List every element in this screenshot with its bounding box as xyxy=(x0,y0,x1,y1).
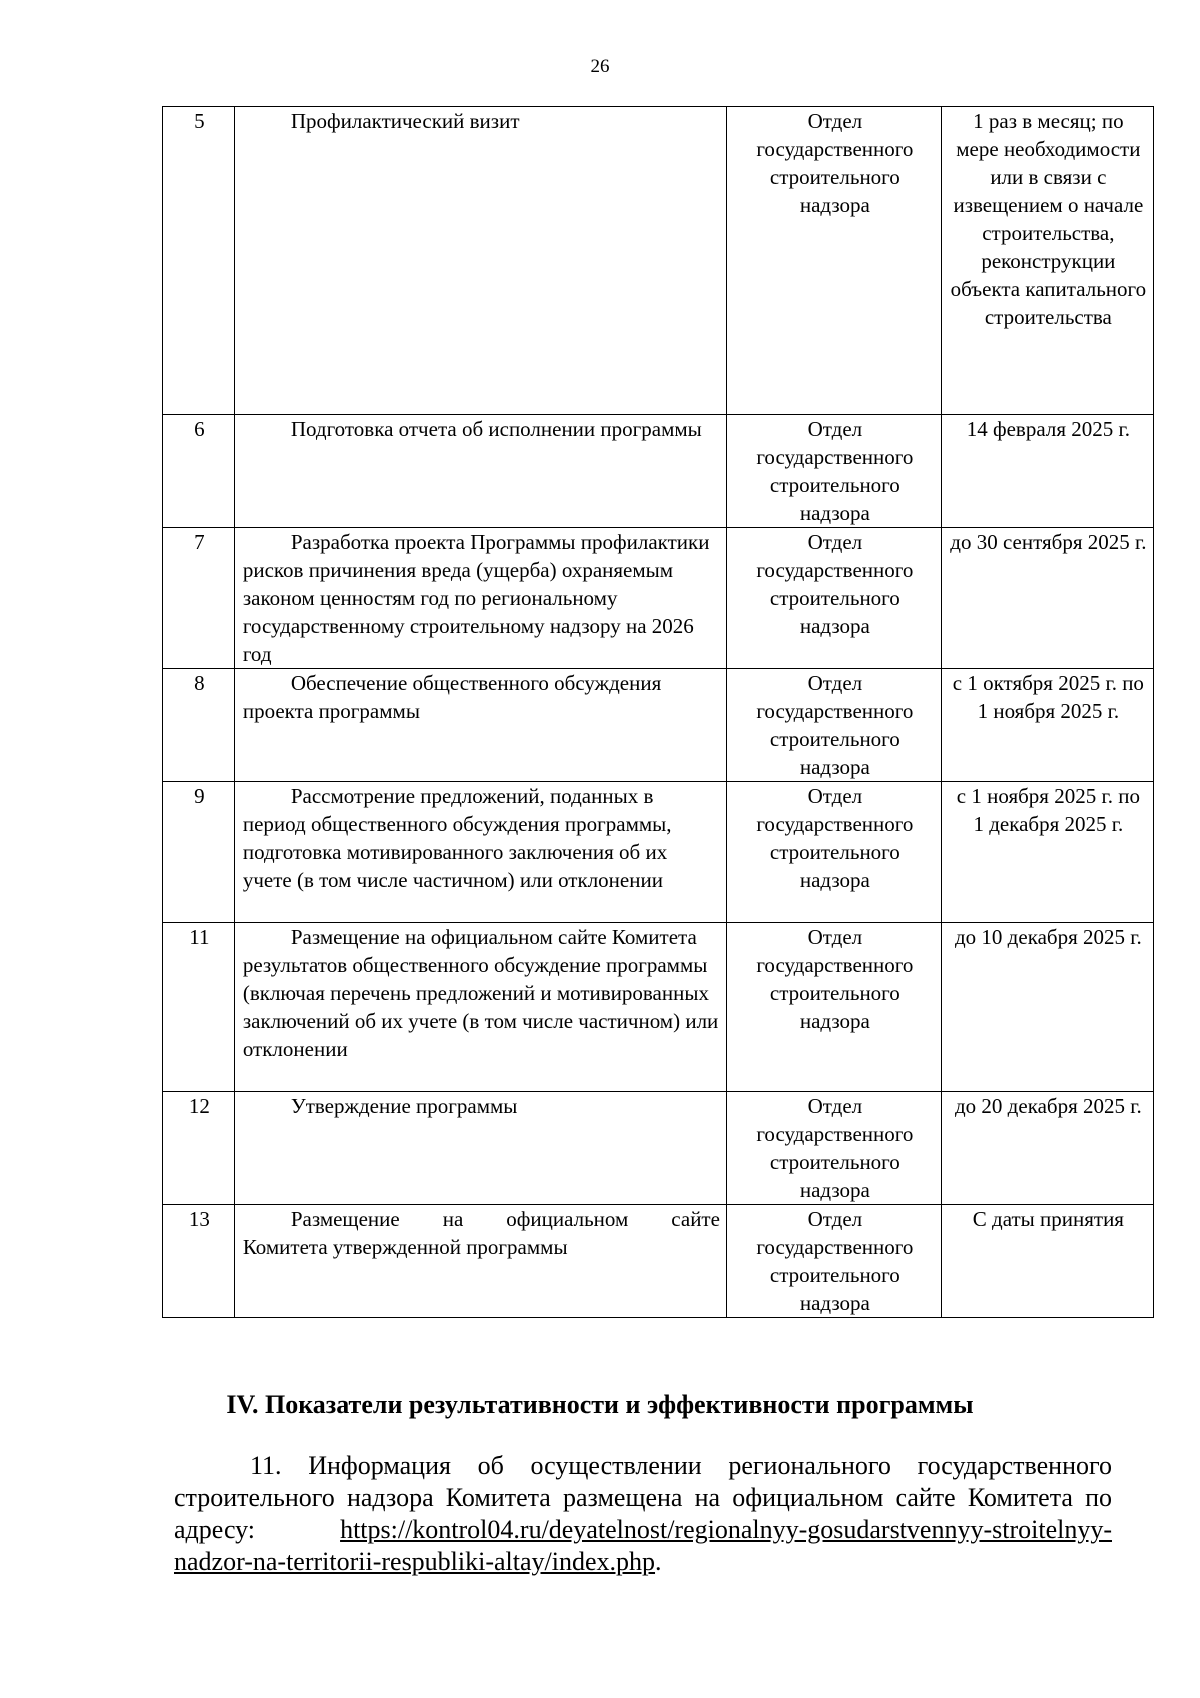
activity-text: Подготовка отчета об исполнении программы xyxy=(290,417,702,441)
activity-cell xyxy=(234,923,726,1092)
activity-cell xyxy=(234,415,726,528)
activity-text: Комитета утвержденной программы xyxy=(242,1235,568,1259)
term-cell: до 10 декабря 2025 г. xyxy=(941,923,1153,1092)
row-number: 8 xyxy=(163,669,235,782)
row-number: 11 xyxy=(163,923,235,1092)
term-cell: 14 февраля 2025 г. xyxy=(941,415,1153,528)
term-line: с 1 октября 2025 г. по xyxy=(952,671,1144,695)
paragraph-text: 11. Информация об осуществлении регионального государственного строительного надзора Комитета размещена на официальном сайте Комитета по адресу: xyxy=(174,1451,1112,1544)
row-number: 7 xyxy=(163,528,235,669)
term-line: с 1 ноября 2025 г. по xyxy=(956,784,1140,808)
table-row xyxy=(163,415,1154,528)
responsible-cell: Отдел государственного строительного надзора xyxy=(726,415,941,528)
table-row xyxy=(163,669,1154,782)
table-row xyxy=(163,782,1154,923)
measures-table xyxy=(162,106,1154,1318)
activity-text: Утверждение программы xyxy=(290,1094,518,1118)
term-cell: 1 раз в месяц; по мере необходимости или в связи с извещением о начале строительства, реконструкции объекта капитального строительства xyxy=(941,107,1153,415)
term-cell: до 30 сентября 2025 г. xyxy=(941,528,1153,669)
activity-text: Профилактический визит xyxy=(290,109,520,133)
activity-text: Размещение на официальном сайте Комитета результатов общественного обсуждение программы (включая перечень предложений и мотивированных заключений об их учете (в том числе частичном) или отклонении xyxy=(242,925,719,1061)
row-number: 6 xyxy=(163,415,235,528)
activity-text: Разработка проекта Программы профилактики рисков причинения вреда (ущерба) охраняемым законом ценностям год по региональному государственному строительному надзору на 2026 год xyxy=(242,530,710,666)
activity-cell xyxy=(234,528,726,669)
responsible-cell: Отдел государственного строительного надзора xyxy=(726,923,941,1092)
responsible-cell: Отдел государственного строительного надзора xyxy=(726,1205,941,1318)
table-row xyxy=(163,528,1154,669)
activity-cell xyxy=(234,1092,726,1205)
website-link[interactable]: https://kontrol04.ru/deyatelnost/regionalnyy-gosudarstvennyy-stroitelnyy-nadzor-na-territorii-respubliki-altay/index.php xyxy=(174,1515,1112,1576)
section-title: IV. Показатели результативности и эффективности программы xyxy=(226,1390,974,1419)
activity-text: Рассмотрение предложений, поданных в период общественного обсуждения программы, подготовка мотивированного заключения об их учете (в том числе частичном) или отклонении xyxy=(242,784,672,892)
activity-text: Размещение на официальном сайте xyxy=(290,1207,720,1231)
responsible-cell: Отдел государственного строительного надзора xyxy=(726,528,941,669)
activity-cell xyxy=(234,782,726,923)
page-number: 26 xyxy=(590,56,610,77)
paragraph-tail: . xyxy=(655,1547,662,1576)
row-number: 5 xyxy=(163,107,235,415)
term-cell xyxy=(941,782,1153,923)
table-row xyxy=(163,107,1154,415)
term-cell xyxy=(941,669,1153,782)
term-line: 1 декабря 2025 г. xyxy=(973,812,1124,836)
activity-cell xyxy=(234,107,726,415)
info-paragraph xyxy=(174,1450,1112,1578)
activity-cell xyxy=(234,1205,726,1318)
row-number: 9 xyxy=(163,782,235,923)
activity-text: Обеспечение общественного обсуждения проекта программы xyxy=(242,671,662,723)
row-number: 13 xyxy=(163,1205,235,1318)
table-row xyxy=(163,923,1154,1092)
row-number: 12 xyxy=(163,1092,235,1205)
term-cell: С даты принятия xyxy=(941,1205,1153,1318)
table-row xyxy=(163,1205,1154,1318)
activity-cell xyxy=(234,669,726,782)
term-line: 1 ноября 2025 г. xyxy=(977,699,1120,723)
responsible-cell: Отдел государственного строительного надзора xyxy=(726,1092,941,1205)
term-cell: до 20 декабря 2025 г. xyxy=(941,1092,1153,1205)
responsible-cell: Отдел государственного строительного надзора xyxy=(726,107,941,415)
table-row xyxy=(163,1092,1154,1205)
responsible-cell: Отдел государственного строительного надзора xyxy=(726,669,941,782)
responsible-cell: Отдел государственного строительного надзора xyxy=(726,782,941,923)
